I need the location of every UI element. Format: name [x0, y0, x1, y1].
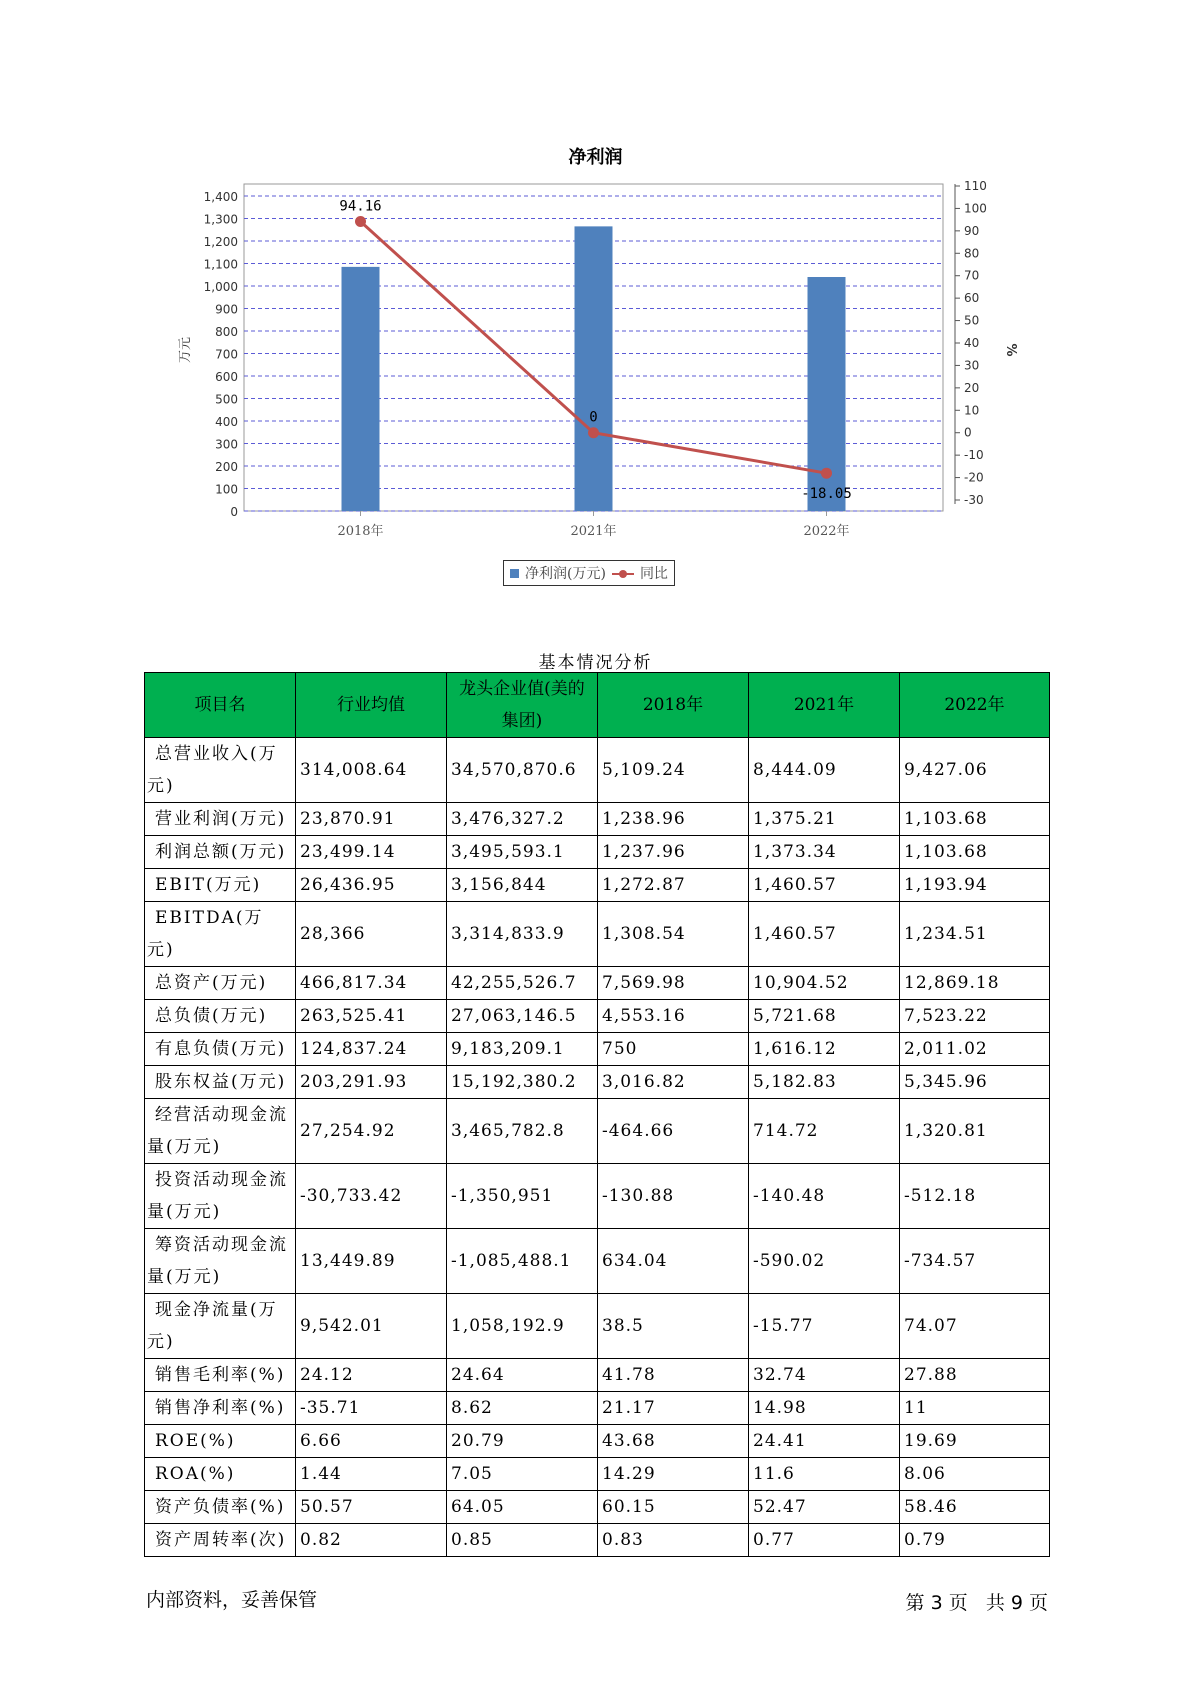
- table-row: [145, 967, 1050, 1000]
- value-cell: 203,291.93: [296, 1066, 447, 1099]
- y2-axis-label: %: [1003, 343, 1018, 357]
- y-tick-label: 1,100: [203, 257, 238, 272]
- value-cell: 34,570,870.6: [447, 738, 598, 803]
- y-tick-label: 1,300: [203, 212, 238, 227]
- row-label-cell: 股东权益(万元): [145, 1066, 296, 1099]
- value-cell: 3,465,782.8: [447, 1099, 598, 1164]
- header-industry-average: 行业均值: [296, 673, 447, 738]
- y-tick-label: 1,400: [203, 190, 238, 204]
- header-year-2021: 2021年: [749, 673, 900, 738]
- y-tick-label: 800: [215, 325, 238, 339]
- x-tick-label: 2018年: [337, 524, 384, 539]
- value-cell: 27.88: [900, 1359, 1050, 1392]
- header-leader-value: 龙头企业值(美的集团): [447, 673, 598, 738]
- value-cell: 2,011.02: [900, 1033, 1050, 1066]
- value-cell: 5,182.83: [749, 1066, 900, 1099]
- table-row: [145, 869, 1050, 902]
- growth-point: [355, 216, 366, 227]
- growth-data-label: 0: [589, 409, 598, 426]
- value-cell: 27,254.92: [296, 1099, 447, 1164]
- row-label-cell: 总负债(万元): [145, 1000, 296, 1033]
- footer-confidential-note: 内部资料，妥善保管: [146, 1589, 318, 1611]
- value-cell: 7,569.98: [598, 967, 749, 1000]
- value-cell: 1,460.57: [749, 869, 900, 902]
- table-row: [145, 1164, 1050, 1229]
- table-row: [145, 1425, 1050, 1458]
- y2-tick-label: 30: [964, 358, 980, 373]
- value-cell: 43.68: [598, 1425, 749, 1458]
- value-cell: -30,733.42: [296, 1164, 447, 1229]
- value-cell: 14.98: [749, 1392, 900, 1425]
- value-cell: -15.77: [749, 1294, 900, 1359]
- y-tick-label: 900: [215, 302, 238, 317]
- value-cell: -140.48: [749, 1164, 900, 1229]
- value-cell: 1,058,192.9: [447, 1294, 598, 1359]
- table-row: [145, 1099, 1050, 1164]
- value-cell: 1,460.57: [749, 902, 900, 967]
- value-cell: 11.6: [749, 1458, 900, 1491]
- value-cell: 1,373.34: [749, 836, 900, 869]
- value-cell: 64.05: [447, 1491, 598, 1524]
- value-cell: 9,183,209.1: [447, 1033, 598, 1066]
- table-row: [145, 1229, 1050, 1294]
- table-row: [145, 1033, 1050, 1066]
- value-cell: 50.57: [296, 1491, 447, 1524]
- value-cell: 15,192,380.2: [447, 1066, 598, 1099]
- value-cell: 8.62: [447, 1392, 598, 1425]
- value-cell: 4,553.16: [598, 1000, 749, 1033]
- legend-bar-label: 净利润(万元): [525, 566, 606, 582]
- value-cell: 23,499.14: [296, 836, 447, 869]
- row-label-cell: EBIT(万元): [145, 869, 296, 902]
- table-row: [145, 738, 1050, 803]
- growth-data-label: 94.16: [339, 198, 382, 215]
- value-cell: 124,837.24: [296, 1033, 447, 1066]
- y2-tick-label: 110: [964, 179, 987, 193]
- value-cell: 20.79: [447, 1425, 598, 1458]
- table-row: [145, 1458, 1050, 1491]
- y-tick-label: 1,000: [203, 280, 238, 294]
- y2-tick-label: -20: [964, 470, 984, 485]
- table-header-row: [145, 673, 1050, 738]
- value-cell: 466,817.34: [296, 967, 447, 1000]
- analysis-table: [144, 672, 1050, 1557]
- table-row: [145, 836, 1050, 869]
- value-cell: 13,449.89: [296, 1229, 447, 1294]
- y2-tick-label: 90: [964, 223, 980, 238]
- net-profit-chart: [0, 0, 1191, 600]
- y-tick-label: 0: [230, 505, 238, 519]
- chart-title: 净利润: [568, 147, 623, 168]
- value-cell: 9,542.01: [296, 1294, 447, 1359]
- row-label-cell: 总营业收入(万元): [145, 738, 296, 803]
- table-row: [145, 803, 1050, 836]
- value-cell: 9,427.06: [900, 738, 1050, 803]
- y2-tick-label: 70: [964, 268, 980, 283]
- table-row: [145, 1294, 1050, 1359]
- y2-tick-label: 40: [964, 336, 980, 350]
- growth-point: [821, 468, 832, 479]
- value-cell: 23,870.91: [296, 803, 447, 836]
- header-year-2022: 2022年: [900, 673, 1050, 738]
- bar: [575, 226, 613, 511]
- chart-legend: [503, 560, 675, 586]
- value-cell: 0.77: [749, 1524, 900, 1557]
- y-tick-label: 600: [215, 370, 238, 384]
- value-cell: 634.04: [598, 1229, 749, 1294]
- legend-bar-swatch: [510, 569, 519, 578]
- table-row: [145, 1066, 1050, 1099]
- value-cell: 60.15: [598, 1491, 749, 1524]
- value-cell: 74.07: [900, 1294, 1050, 1359]
- value-cell: 19.69: [900, 1425, 1050, 1458]
- y2-tick-label: 10: [964, 403, 980, 418]
- value-cell: -464.66: [598, 1099, 749, 1164]
- legend-line-swatch: [612, 569, 634, 578]
- header-year-2018: 2018年: [598, 673, 749, 738]
- value-cell: 1.44: [296, 1458, 447, 1491]
- row-label-cell: 有息负债(万元): [145, 1033, 296, 1066]
- table-row: [145, 1491, 1050, 1524]
- y2-tick-label: 20: [964, 380, 980, 395]
- table-row: [145, 1359, 1050, 1392]
- legend-line-label: 同比: [639, 566, 668, 582]
- x-tick-label: 2021年: [570, 524, 617, 539]
- value-cell: 3,156,844: [447, 869, 598, 902]
- value-cell: 1,272.87: [598, 869, 749, 902]
- value-cell: 8.06: [900, 1458, 1050, 1491]
- row-label-cell: ROA(%): [145, 1458, 296, 1491]
- y2-tick-label: 80: [964, 246, 980, 261]
- table-row: [145, 902, 1050, 967]
- value-cell: -1,085,488.1: [447, 1229, 598, 1294]
- value-cell: 0.85: [447, 1524, 598, 1557]
- value-cell: 14.29: [598, 1458, 749, 1491]
- value-cell: 12,869.18: [900, 967, 1050, 1000]
- row-label-cell: ROE(%): [145, 1425, 296, 1458]
- y-tick-label: 400: [215, 415, 238, 429]
- value-cell: 1,234.51: [900, 902, 1050, 967]
- header-item-name: 项目名: [145, 673, 296, 738]
- y2-tick-label: -10: [964, 448, 984, 463]
- value-cell: 24.41: [749, 1425, 900, 1458]
- row-label-cell: 利润总额(万元): [145, 836, 296, 869]
- value-cell: 10,904.52: [749, 967, 900, 1000]
- value-cell: 5,345.96: [900, 1066, 1050, 1099]
- value-cell: 7.05: [447, 1458, 598, 1491]
- value-cell: 1,238.96: [598, 803, 749, 836]
- row-label-cell: 投资活动现金流量(万元): [145, 1164, 296, 1229]
- row-label-cell: 筹资活动现金流量(万元): [145, 1229, 296, 1294]
- value-cell: -590.02: [749, 1229, 900, 1294]
- value-cell: 5,109.24: [598, 738, 749, 803]
- value-cell: 3,476,327.2: [447, 803, 598, 836]
- y-tick-label: 100: [215, 482, 238, 497]
- value-cell: 24.12: [296, 1359, 447, 1392]
- value-cell: 1,308.54: [598, 902, 749, 967]
- row-label-cell: 经营活动现金流量(万元): [145, 1099, 296, 1164]
- value-cell: 24.64: [447, 1359, 598, 1392]
- row-label-cell: 销售毛利率(%): [145, 1359, 296, 1392]
- value-cell: 1,616.12: [749, 1033, 900, 1066]
- value-cell: 750: [598, 1033, 749, 1066]
- growth-data-label: -18.05: [801, 486, 852, 503]
- value-cell: 58.46: [900, 1491, 1050, 1524]
- y-tick-label: 1,200: [203, 235, 238, 249]
- row-label-cell: 销售净利率(%): [145, 1392, 296, 1425]
- row-label-cell: 现金净流量(万元): [145, 1294, 296, 1359]
- y-tick-label: 300: [215, 437, 238, 452]
- y2-tick-label: -30: [964, 493, 984, 507]
- value-cell: 714.72: [749, 1099, 900, 1164]
- y2-tick-label: 0: [964, 425, 972, 440]
- value-cell: 21.17: [598, 1392, 749, 1425]
- value-cell: 1,375.21: [749, 803, 900, 836]
- value-cell: 7,523.22: [900, 1000, 1050, 1033]
- value-cell: 3,314,833.9: [447, 902, 598, 967]
- y2-tick-label: 60: [964, 291, 980, 306]
- value-cell: -512.18: [900, 1164, 1050, 1229]
- growth-point: [588, 427, 599, 438]
- value-cell: 32.74: [749, 1359, 900, 1392]
- value-cell: 26,436.95: [296, 869, 447, 902]
- value-cell: 1,103.68: [900, 803, 1050, 836]
- value-cell: -130.88: [598, 1164, 749, 1229]
- y-tick-label: 500: [215, 392, 238, 407]
- row-label-cell: 总资产(万元): [145, 967, 296, 1000]
- value-cell: 5,721.68: [749, 1000, 900, 1033]
- value-cell: 41.78: [598, 1359, 749, 1392]
- value-cell: 0.83: [598, 1524, 749, 1557]
- x-tick-label: 2022年: [803, 524, 850, 539]
- value-cell: -734.57: [900, 1229, 1050, 1294]
- table-row: [145, 1000, 1050, 1033]
- value-cell: 1,193.94: [900, 869, 1050, 902]
- value-cell: 3,495,593.1: [447, 836, 598, 869]
- row-label-cell: 资产周转率(次): [145, 1524, 296, 1557]
- table-row: [145, 1524, 1050, 1557]
- value-cell: 11: [900, 1392, 1050, 1425]
- table-row: [145, 1392, 1050, 1425]
- y-tick-label: 700: [215, 347, 238, 362]
- table-title: 基本情况分析: [538, 653, 653, 673]
- row-label-cell: 营业利润(万元): [145, 803, 296, 836]
- bar: [342, 267, 380, 511]
- y2-tick-label: 100: [964, 201, 987, 216]
- value-cell: 314,008.64: [296, 738, 447, 803]
- value-cell: 27,063,146.5: [447, 1000, 598, 1033]
- value-cell: -1,350,951: [447, 1164, 598, 1229]
- value-cell: 38.5: [598, 1294, 749, 1359]
- y-axis-label: 万元: [178, 336, 193, 364]
- value-cell: 0.79: [900, 1524, 1050, 1557]
- value-cell: 263,525.41: [296, 1000, 447, 1033]
- row-label-cell: 资产负债率(%): [145, 1491, 296, 1524]
- value-cell: 8,444.09: [749, 738, 900, 803]
- value-cell: 1,320.81: [900, 1099, 1050, 1164]
- footer-page-number: 第 3 页 共 9 页: [905, 1592, 1048, 1614]
- y-tick-label: 200: [215, 460, 238, 474]
- value-cell: 3,016.82: [598, 1066, 749, 1099]
- y2-tick-label: 50: [964, 313, 980, 328]
- value-cell: 1,103.68: [900, 836, 1050, 869]
- value-cell: 42,255,526.7: [447, 967, 598, 1000]
- value-cell: -35.71: [296, 1392, 447, 1425]
- row-label-cell: EBITDA(万元): [145, 902, 296, 967]
- value-cell: 52.47: [749, 1491, 900, 1524]
- value-cell: 28,366: [296, 902, 447, 967]
- value-cell: 1,237.96: [598, 836, 749, 869]
- value-cell: 6.66: [296, 1425, 447, 1458]
- value-cell: 0.82: [296, 1524, 447, 1557]
